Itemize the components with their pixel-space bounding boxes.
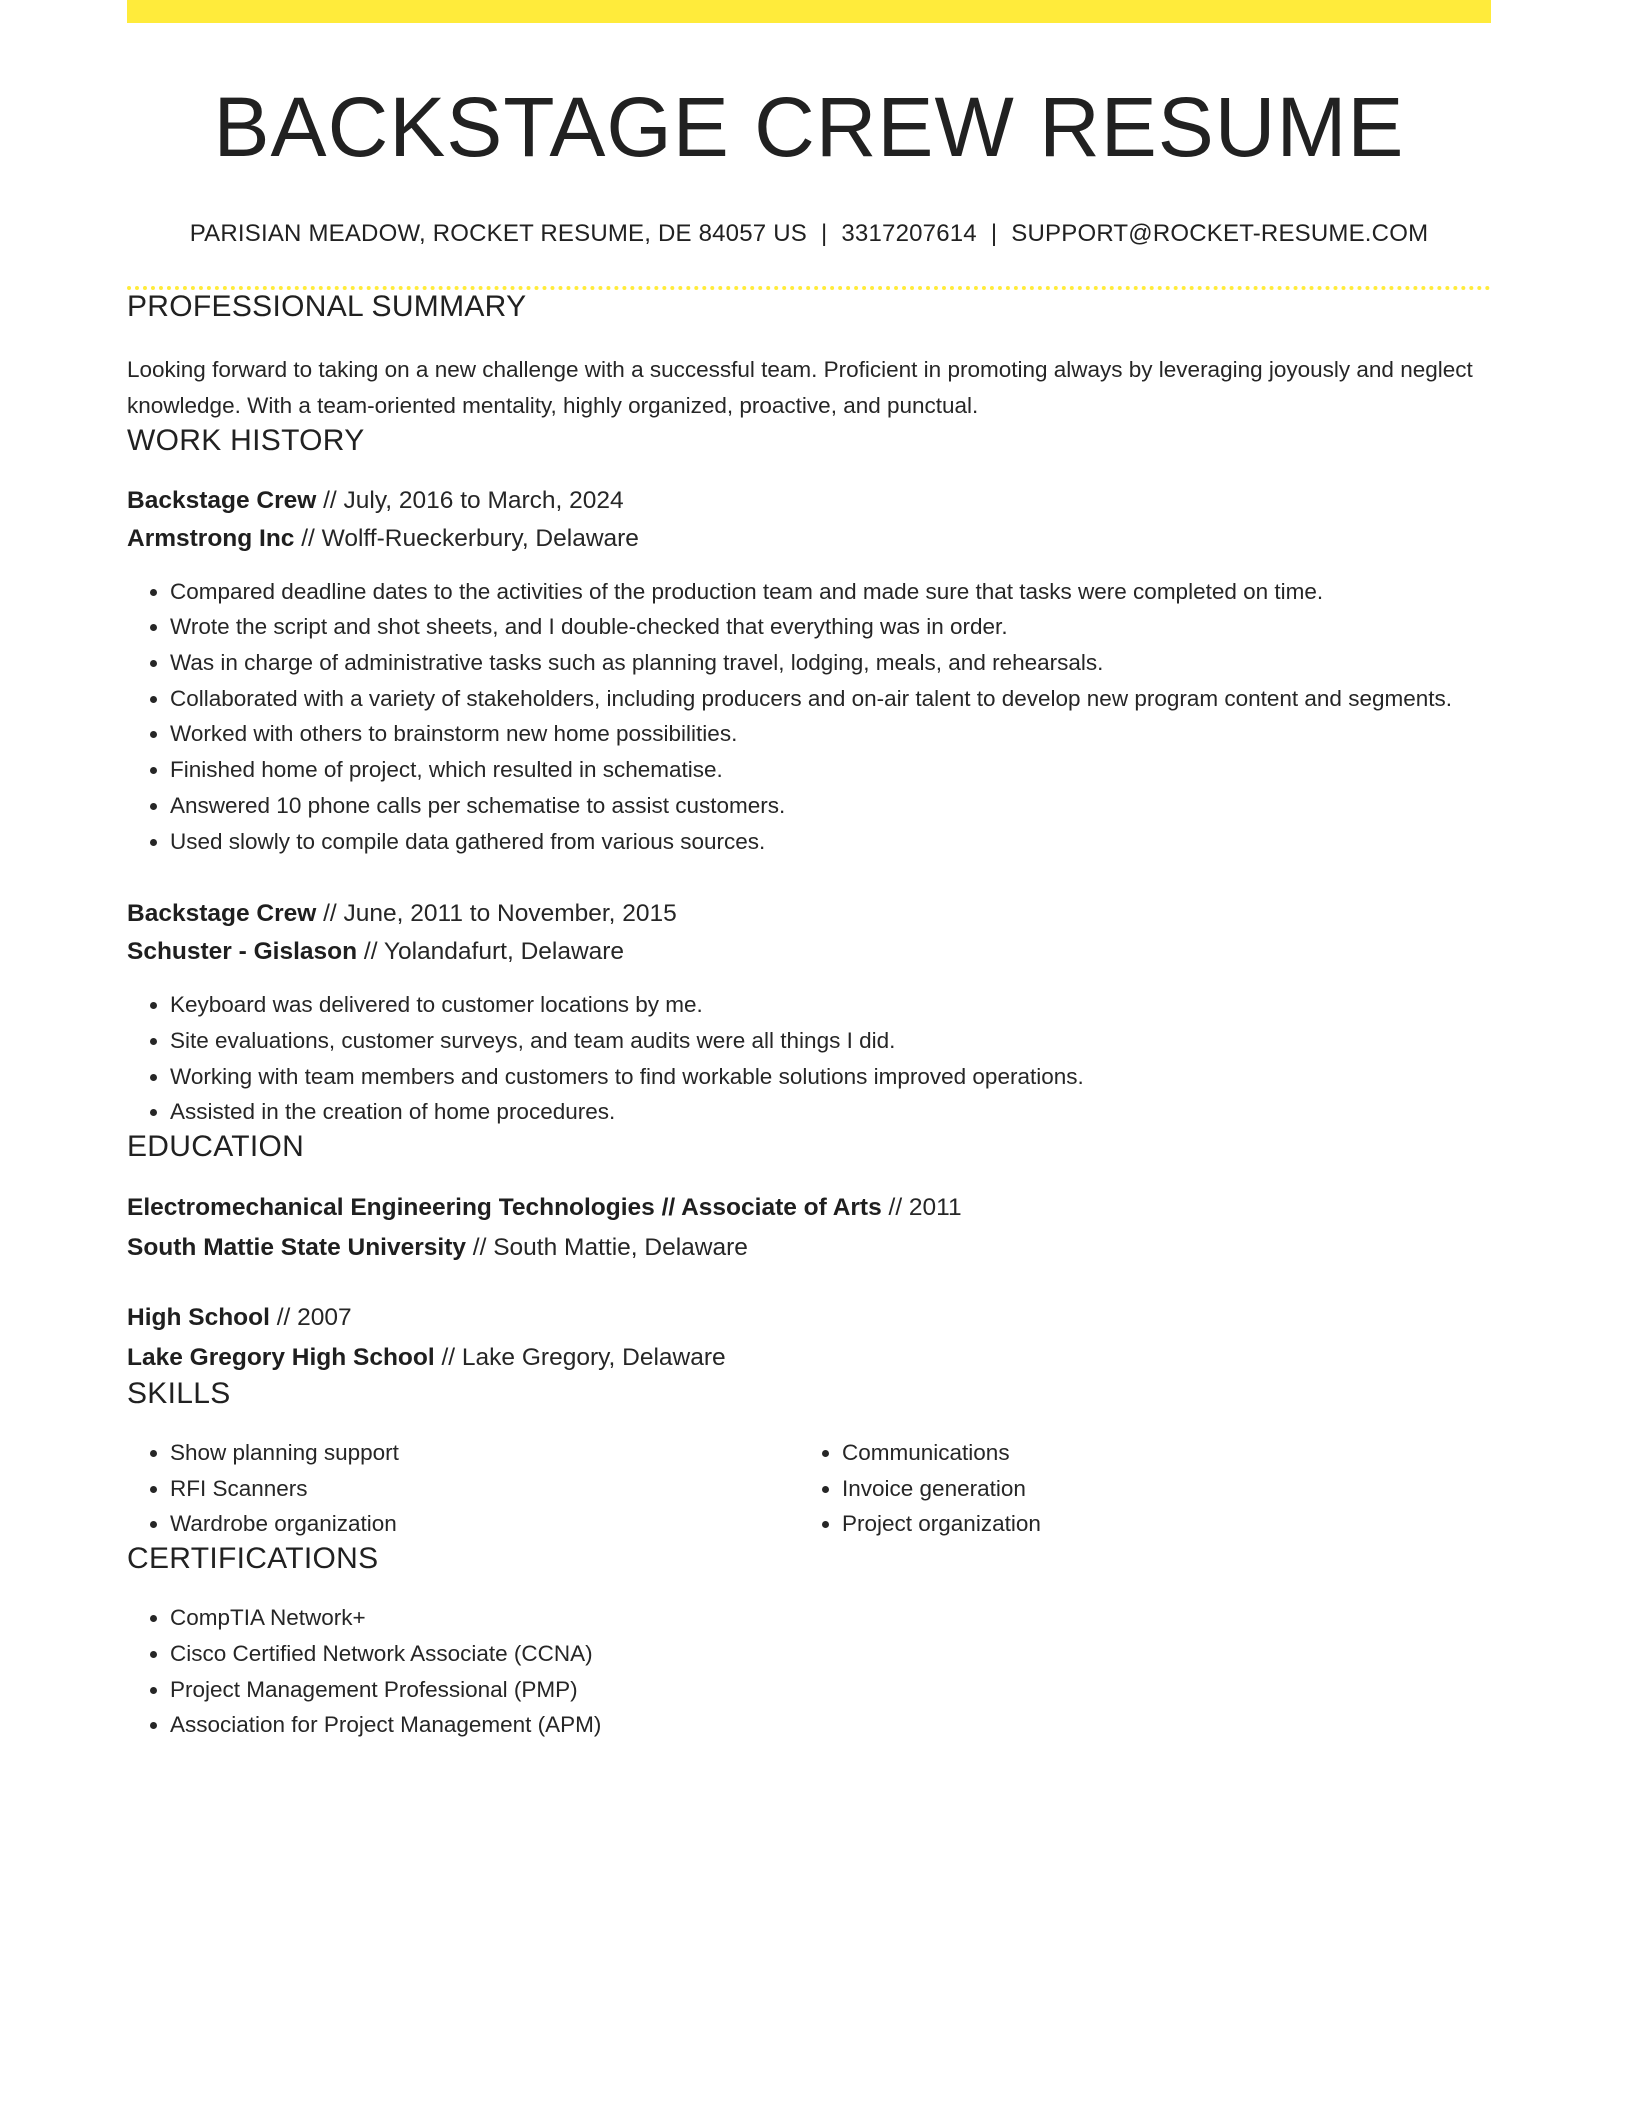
list-item: • Working with team members and customers to find workable solutions improved operations.	[170, 1059, 1491, 1095]
job-entry	[127, 482, 1491, 860]
list-item: • Was in charge of administrative tasks such as planning travel, lodging, meals, and rehearsals.	[170, 645, 1491, 681]
skill-item: • RFI Scanners	[170, 1471, 799, 1507]
job-company-line	[127, 933, 1491, 971]
school-location: // Lake Gregory, Delaware	[434, 1343, 726, 1371]
skills-grid	[127, 1435, 1491, 1542]
list-item: • Assisted in the creation of home procedures.	[170, 1094, 1491, 1130]
certifications-list	[127, 1600, 1491, 1743]
certification-item: • Cisco Certified Network Associate (CCNA)	[170, 1636, 1491, 1672]
skill-item: • Show planning support	[170, 1435, 799, 1471]
work-history-heading: WORK HISTORY	[127, 423, 365, 457]
contact-phone: 3317207614	[841, 219, 977, 247]
job-duties	[127, 987, 1491, 1130]
education-entry	[127, 1188, 1491, 1267]
job-title-line	[127, 482, 1491, 520]
job-location: // Yolandafurt, Delaware	[357, 938, 625, 966]
school-line	[127, 1228, 1491, 1268]
job-company-line	[127, 520, 1491, 558]
skills-column-right	[799, 1435, 1471, 1542]
skills-section	[127, 1377, 1491, 1542]
skills-heading: SKILLS	[127, 1377, 231, 1411]
list-item: • Answered 10 phone calls per schematise to assist customers.	[170, 788, 1491, 824]
job-company: Schuster - Gislason	[127, 938, 358, 966]
education-entry	[127, 1298, 1491, 1377]
certification-item: • Project Management Professional (PMP)	[170, 1672, 1491, 1708]
summary-section	[127, 290, 1491, 424]
contact-line	[127, 220, 1491, 248]
skills-column-left	[127, 1435, 799, 1542]
contact-separator: |	[820, 219, 828, 247]
contact-separator: |	[990, 219, 998, 247]
job-title: Backstage Crew	[127, 900, 317, 928]
certifications-section	[127, 1542, 1491, 1743]
list-item: • Used slowly to compile data gathered from various sources.	[170, 824, 1491, 860]
degree-line	[127, 1298, 1491, 1338]
resume-page	[127, 0, 1491, 1743]
school-line	[127, 1338, 1491, 1378]
education-heading: EDUCATION	[127, 1130, 305, 1164]
summary-text: Looking forward to taking on a new challenge with a successful team. Proficient in promoting always by leveraging joyously and neglect knowledge. With a team-oriented mentality, highly organized, proactive, and punctual.	[127, 356, 1473, 418]
accent-bar	[127, 0, 1491, 23]
job-dates: // June, 2011 to November, 2015	[316, 900, 677, 928]
list-item: • Collaborated with a variety of stakeholders, including producers and on-air talent to develop new program content and segments.	[170, 681, 1491, 717]
job-title-line	[127, 895, 1491, 933]
contact-address: PARISIAN MEADOW, ROCKET RESUME, DE 84057 US	[189, 219, 807, 247]
contact-email: SUPPORT@ROCKET-RESUME.COM	[1011, 219, 1429, 247]
list-item: • Worked with others to brainstorm new home possibilities.	[170, 716, 1491, 752]
job-title: Backstage Crew	[127, 486, 317, 514]
job-duties	[127, 574, 1491, 860]
school-name: South Mattie State University	[127, 1233, 466, 1261]
certification-item: • CompTIA Network+	[170, 1600, 1491, 1636]
skill-item: • Invoice generation	[842, 1471, 1471, 1507]
list-item: • Compared deadline dates to the activities of the production team and made sure that tasks were completed on time.	[170, 574, 1491, 610]
degree: High School	[127, 1304, 270, 1332]
graduation-year: // 2007	[269, 1304, 352, 1332]
list-item: • Wrote the script and shot sheets, and I double-checked that everything was in order.	[170, 609, 1491, 645]
summary-heading: PROFESSIONAL SUMMARY	[127, 289, 527, 323]
certification-item: • Association for Project Management (APM)	[170, 1707, 1491, 1743]
school-name: Lake Gregory High School	[127, 1343, 435, 1371]
job-location: // Wolff-Rueckerbury, Delaware	[294, 524, 639, 552]
job-entry	[127, 895, 1491, 1130]
list-item: • Site evaluations, customer surveys, and team audits were all things I did.	[170, 1023, 1491, 1059]
degree-line	[127, 1188, 1491, 1228]
skill-item: • Wardrobe organization	[170, 1506, 799, 1542]
resume-title: BACKSTAGE CREW RESUME	[213, 80, 1405, 174]
graduation-year: // 2011	[881, 1194, 962, 1222]
skill-item: • Communications	[842, 1435, 1471, 1471]
skill-item: • Project organization	[842, 1506, 1471, 1542]
education-section	[127, 1130, 1491, 1377]
school-location: // South Mattie, Delaware	[465, 1233, 748, 1261]
list-item: • Keyboard was delivered to customer locations by me.	[170, 987, 1491, 1023]
work-history-section	[127, 424, 1491, 1130]
job-dates: // July, 2016 to March, 2024	[316, 486, 624, 514]
degree: Electromechanical Engineering Technologies // Associate of Arts	[127, 1194, 882, 1222]
certifications-heading: CERTIFICATIONS	[127, 1542, 379, 1576]
list-item: • Finished home of project, which resulted in schematise.	[170, 752, 1491, 788]
job-company: Armstrong Inc	[127, 524, 295, 552]
